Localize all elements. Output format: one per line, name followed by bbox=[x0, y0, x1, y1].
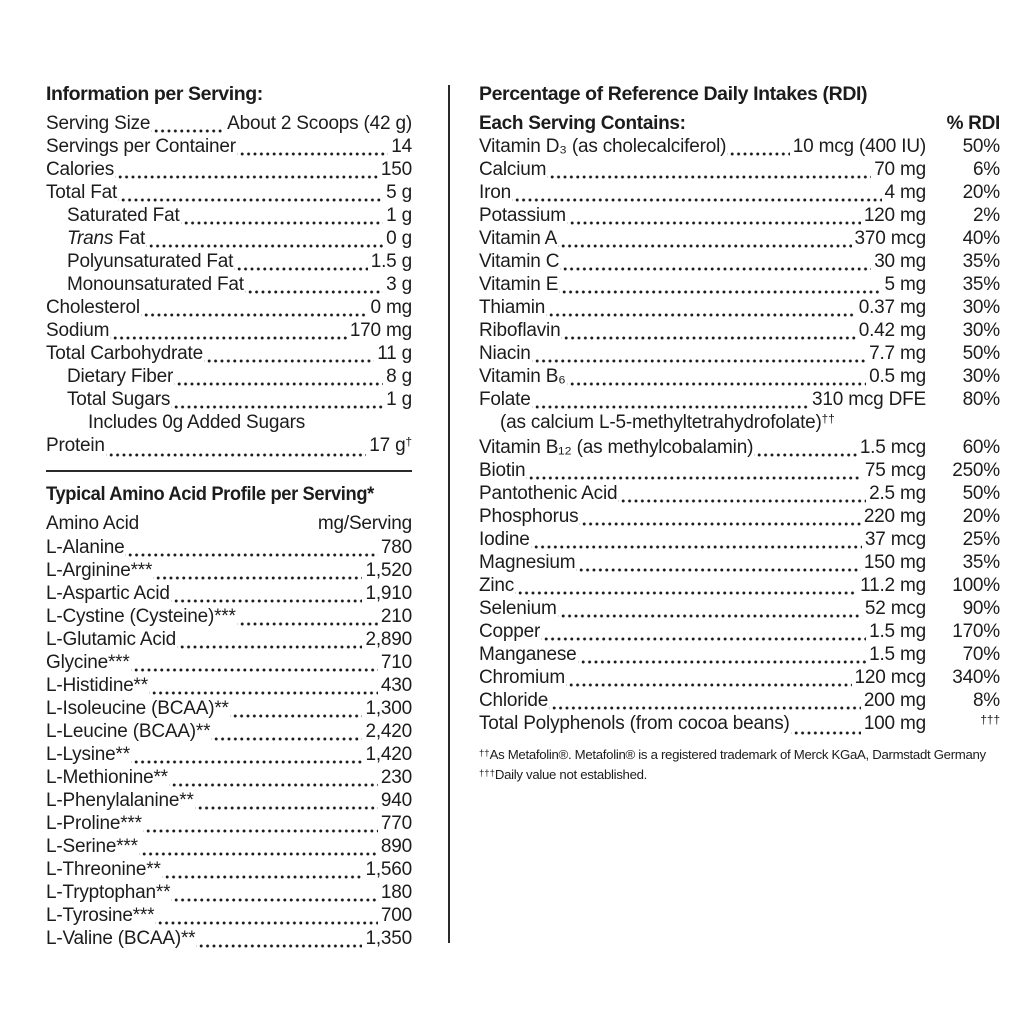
row-value: 150 bbox=[380, 159, 412, 180]
dot-leader bbox=[531, 528, 862, 551]
dot-leader bbox=[155, 904, 378, 927]
dot-leader bbox=[131, 651, 378, 674]
row-value: 70 mg bbox=[874, 159, 926, 180]
row-label: Magnesium bbox=[479, 552, 576, 573]
rdi-col-contains-header: Each Serving Contains: bbox=[479, 113, 686, 134]
footnote-marker: †† bbox=[479, 747, 490, 759]
row-label: L-Aspartic Acid bbox=[46, 583, 170, 604]
info-row bbox=[46, 365, 412, 388]
row-label: L-Threonine** bbox=[46, 859, 161, 880]
row-label: Manganese bbox=[479, 644, 577, 665]
row-label: Chloride bbox=[479, 690, 549, 711]
row-rdi-value: 50% bbox=[962, 343, 1000, 364]
row-label: Iodine bbox=[479, 529, 530, 550]
dot-leader bbox=[162, 858, 363, 881]
row-value: 230 bbox=[380, 767, 412, 788]
dot-leader bbox=[576, 551, 860, 574]
amino-col-name-header: Amino Acid bbox=[46, 513, 140, 534]
row-label: L-Arginine*** bbox=[46, 560, 153, 581]
row-label: Copper bbox=[479, 621, 541, 642]
row-rdi-value: 35% bbox=[962, 251, 1000, 272]
dot-leader bbox=[204, 342, 374, 365]
dot-leader bbox=[558, 227, 851, 250]
dot-leader bbox=[125, 536, 377, 559]
row-label: Glycine*** bbox=[46, 652, 130, 673]
nutrient-row bbox=[479, 250, 1000, 273]
dot-leader bbox=[196, 927, 362, 950]
dot-leader bbox=[560, 250, 871, 273]
row-value: 1,520 bbox=[365, 560, 412, 581]
row-label: L-Cystine (Cysteine)*** bbox=[46, 606, 236, 627]
dot-leader bbox=[532, 388, 809, 411]
dot-leader bbox=[561, 319, 855, 342]
row-value: 11 g bbox=[377, 343, 412, 364]
row-value: 7.7 mg bbox=[869, 343, 926, 364]
row-label: L-Serine*** bbox=[46, 836, 138, 857]
dot-leader bbox=[141, 296, 368, 319]
amino-row bbox=[46, 927, 412, 950]
nutrient-row bbox=[479, 505, 1000, 528]
row-rdi-value: 25% bbox=[962, 529, 1000, 550]
dot-leader bbox=[139, 835, 378, 858]
row-rdi-value: 6% bbox=[972, 159, 1000, 180]
row-value: 1,910 bbox=[365, 583, 412, 604]
info-row bbox=[46, 135, 412, 158]
row-value: 2,420 bbox=[365, 721, 412, 742]
dot-leader bbox=[579, 505, 860, 528]
row-label: Sodium bbox=[46, 320, 110, 341]
amino-row bbox=[46, 858, 412, 881]
row-rdi-value: 30% bbox=[962, 297, 1000, 318]
row-value: 210 bbox=[380, 606, 412, 627]
rdi-title: Percentage of Reference Daily Intakes (RDI) bbox=[479, 83, 868, 105]
nutrient-row bbox=[479, 574, 1000, 597]
row-label: L-Alanine bbox=[46, 537, 125, 558]
dot-leader bbox=[727, 135, 790, 158]
row-label: L-Proline*** bbox=[46, 813, 142, 834]
row-value: 52 mcg bbox=[864, 598, 926, 619]
row-value: 3 g bbox=[386, 274, 412, 295]
rdi-rows bbox=[479, 135, 1000, 737]
row-value: 14 bbox=[391, 136, 412, 157]
dot-leader bbox=[547, 158, 871, 181]
dot-leader bbox=[153, 559, 362, 582]
amino-row bbox=[46, 559, 412, 582]
dot-leader bbox=[118, 181, 383, 204]
row-rdi-value: 170% bbox=[952, 621, 1000, 642]
dot-leader bbox=[791, 712, 861, 737]
row-label: Zinc bbox=[479, 575, 515, 596]
footnote-line bbox=[479, 746, 1000, 766]
row-value: 1,300 bbox=[365, 698, 412, 719]
row-label: Total Sugars bbox=[67, 389, 171, 410]
row-label: Phosphorus bbox=[479, 506, 579, 527]
row-label: L-Phenylalanine** bbox=[46, 790, 194, 811]
row-rdi-value: 50% bbox=[962, 483, 1000, 504]
nutrient-row bbox=[479, 597, 1000, 620]
dot-leader bbox=[512, 181, 882, 204]
dot-leader bbox=[143, 812, 378, 835]
row-value: 0 g bbox=[386, 228, 412, 249]
dot-leader bbox=[558, 597, 862, 620]
dot-leader bbox=[106, 434, 366, 459]
dot-leader bbox=[211, 720, 362, 743]
row-value: 370 mcg bbox=[854, 228, 926, 249]
amino-row bbox=[46, 605, 412, 628]
row-label: Vitamin A bbox=[479, 228, 558, 249]
row-rdi-value: 35% bbox=[962, 274, 1000, 295]
dot-leader bbox=[245, 273, 383, 296]
column-divider-line bbox=[448, 85, 450, 943]
amino-row bbox=[46, 651, 412, 674]
dot-leader bbox=[526, 459, 862, 482]
info-row bbox=[46, 158, 412, 181]
dot-leader bbox=[181, 204, 384, 227]
dot-leader bbox=[171, 388, 383, 411]
dot-leader bbox=[169, 766, 378, 789]
dot-leader bbox=[131, 743, 363, 766]
row-value: 770 bbox=[380, 813, 412, 834]
row-value: 1.5 mg bbox=[869, 621, 926, 642]
nutrient-row bbox=[479, 666, 1000, 689]
dot-leader bbox=[237, 135, 388, 158]
info-row bbox=[46, 181, 412, 204]
nutrient-row bbox=[479, 365, 1000, 388]
dot-leader bbox=[578, 643, 867, 666]
dot-leader bbox=[230, 697, 363, 720]
footnote-text: As Metafolin®. Metafolin® is a registered trademark of Merck KGaA, Darmstadt Germany bbox=[489, 747, 986, 762]
row-label: Vitamin C bbox=[479, 251, 560, 272]
row-value: 120 mg bbox=[863, 205, 926, 226]
row-value: 710 bbox=[380, 652, 412, 673]
row-value: 1,350 bbox=[365, 928, 412, 949]
row-value: 700 bbox=[380, 905, 412, 926]
row-label: Pantothenic Acid bbox=[479, 483, 618, 504]
amino-row bbox=[46, 536, 412, 559]
row-rdi-value: 60% bbox=[962, 437, 1000, 458]
row-value: 170 mg bbox=[349, 320, 412, 341]
row-value: 4 mg bbox=[884, 182, 926, 203]
row-rdi-value: 50% bbox=[962, 136, 1000, 157]
row-rdi-value: 70% bbox=[962, 644, 1000, 665]
nutrient-row bbox=[479, 459, 1000, 482]
row-rdi-value: 20% bbox=[962, 182, 1000, 203]
dot-leader bbox=[754, 436, 857, 459]
row-value: 310 mcg DFE bbox=[812, 389, 926, 410]
row-value: 940 bbox=[380, 790, 412, 811]
footnote-text: Daily value not established. bbox=[494, 767, 648, 782]
row-value: 0.37 mg bbox=[858, 297, 926, 318]
row-label: Protein bbox=[46, 435, 105, 456]
row-label: Total Fat bbox=[46, 182, 118, 203]
dot-leader bbox=[171, 582, 363, 605]
row-value: 1.5 g bbox=[370, 251, 412, 272]
row-value: 75 mcg bbox=[864, 460, 926, 481]
amino-row bbox=[46, 881, 412, 904]
row-value: 1 g bbox=[386, 205, 412, 226]
nutrient-row bbox=[479, 411, 1000, 436]
row-value: 1 g bbox=[386, 389, 412, 410]
dot-leader bbox=[149, 674, 378, 697]
amino-row bbox=[46, 697, 412, 720]
nutrient-row bbox=[479, 689, 1000, 712]
amino-row bbox=[46, 789, 412, 812]
amino-column-headers bbox=[46, 512, 412, 535]
serving-info-section bbox=[46, 83, 412, 459]
row-rdi-value: 40% bbox=[962, 228, 1000, 249]
info-row bbox=[46, 112, 412, 135]
dot-leader bbox=[177, 628, 362, 651]
dot-leader bbox=[567, 204, 861, 227]
dot-leader bbox=[195, 789, 378, 812]
row-value: 37 mcg bbox=[864, 529, 926, 550]
dot-leader bbox=[618, 482, 866, 505]
dot-leader bbox=[110, 319, 347, 342]
row-value: 17 g† bbox=[369, 435, 412, 456]
row-value: 150 mg bbox=[863, 552, 926, 573]
amino-col-amount-header: mg/Serving bbox=[317, 513, 412, 534]
row-label: L-Isoleucine (BCAA)** bbox=[46, 698, 229, 719]
amino-row bbox=[46, 766, 412, 789]
nutrient-row bbox=[479, 388, 1000, 411]
row-value: 120 mcg bbox=[854, 667, 926, 688]
amino-row bbox=[46, 674, 412, 697]
row-value: 780 bbox=[380, 537, 412, 558]
info-row bbox=[46, 204, 412, 227]
rdi-column-headers bbox=[479, 112, 1000, 135]
row-label: Chromium bbox=[479, 667, 566, 688]
row-rdi-value: 35% bbox=[962, 552, 1000, 573]
right-column bbox=[479, 83, 1000, 786]
row-value: 0.42 mg bbox=[858, 320, 926, 341]
row-rdi-value: 340% bbox=[952, 667, 1000, 688]
nutrient-row bbox=[479, 712, 1000, 737]
row-value: 100 mg bbox=[863, 713, 926, 734]
nutrient-row bbox=[479, 643, 1000, 666]
dot-leader bbox=[567, 365, 866, 388]
row-rdi-value: 250% bbox=[952, 460, 1000, 481]
amino-rows bbox=[46, 536, 412, 950]
row-value: 200 mg bbox=[863, 690, 926, 711]
row-label: Dietary Fiber bbox=[67, 366, 174, 387]
row-label: Vitamin B₆ bbox=[479, 366, 566, 387]
nutrient-row bbox=[479, 482, 1000, 505]
info-row bbox=[46, 296, 412, 319]
row-label: L-Leucine (BCAA)** bbox=[46, 721, 211, 742]
row-value: 0.5 mg bbox=[869, 366, 926, 387]
row-value: 180 bbox=[380, 882, 412, 903]
row-value: 5 mg bbox=[884, 274, 926, 295]
row-label: Vitamin B₁₂ (as methylcobalamin) bbox=[479, 437, 754, 458]
row-value: 1.5 mcg bbox=[859, 437, 926, 458]
dot-leader bbox=[237, 605, 378, 628]
row-label: Biotin bbox=[479, 460, 526, 481]
info-row bbox=[46, 250, 412, 273]
dot-leader bbox=[234, 250, 367, 273]
dot-leader bbox=[546, 296, 856, 319]
amino-row bbox=[46, 835, 412, 858]
amino-row bbox=[46, 582, 412, 605]
serving-info-rows bbox=[46, 112, 412, 459]
nutrient-row bbox=[479, 342, 1000, 365]
row-label: Folate bbox=[479, 389, 531, 410]
row-label: L-Histidine** bbox=[46, 675, 148, 696]
amino-row bbox=[46, 812, 412, 835]
row-label: Niacin bbox=[479, 343, 531, 364]
row-label: Serving Size bbox=[46, 113, 151, 134]
amino-row bbox=[46, 904, 412, 927]
footnote-marker: ††† bbox=[479, 767, 495, 779]
row-value: 1.5 mg bbox=[869, 644, 926, 665]
row-label: Thiamin bbox=[479, 297, 546, 318]
row-label: Trans Fat bbox=[67, 228, 146, 249]
section-divider-line bbox=[46, 470, 412, 472]
nutrient-row bbox=[479, 273, 1000, 296]
row-label: Total Polyphenols (from cocoa beans) bbox=[479, 713, 790, 734]
row-label: L-Lysine** bbox=[46, 744, 130, 765]
row-value: 1,420 bbox=[365, 744, 412, 765]
row-rdi-value: 2% bbox=[972, 205, 1000, 226]
row-value: 430 bbox=[380, 675, 412, 696]
serving-info-title: Information per Serving: bbox=[46, 83, 263, 105]
dot-leader bbox=[115, 158, 378, 181]
dot-leader bbox=[566, 666, 851, 689]
row-rdi-value: 30% bbox=[962, 320, 1000, 341]
amino-row bbox=[46, 628, 412, 651]
nutrient-row bbox=[479, 181, 1000, 204]
row-value: 5 g bbox=[386, 182, 412, 203]
amino-profile-section bbox=[46, 483, 412, 950]
info-row bbox=[46, 227, 412, 250]
row-label: Riboflavin bbox=[479, 320, 561, 341]
dot-leader bbox=[515, 574, 857, 597]
row-rdi-value: 90% bbox=[962, 598, 1000, 619]
row-value: 0 mg bbox=[370, 297, 412, 318]
rdi-col-percent-header: % RDI bbox=[946, 113, 1000, 134]
row-value: 11.2 mg bbox=[860, 575, 926, 596]
row-label: Servings per Container bbox=[46, 136, 236, 157]
nutrient-row bbox=[479, 296, 1000, 319]
row-value: 30 mg bbox=[874, 251, 926, 272]
row-rdi-value: 80% bbox=[962, 389, 1000, 410]
footnotes bbox=[479, 746, 1000, 786]
row-value: 2,890 bbox=[365, 629, 412, 650]
nutrient-row bbox=[479, 528, 1000, 551]
row-label: Total Carbohydrate bbox=[46, 343, 203, 364]
dagger-icon: † bbox=[405, 435, 412, 449]
nutrient-row bbox=[479, 227, 1000, 250]
row-label: L-Valine (BCAA)** bbox=[46, 928, 196, 949]
info-row bbox=[46, 411, 412, 434]
row-label: L-Glutamic Acid bbox=[46, 629, 177, 650]
row-value: 10 mcg (400 IU) bbox=[792, 136, 926, 157]
row-label: Selenium bbox=[479, 598, 557, 619]
dot-leader bbox=[174, 365, 383, 388]
row-value: 8 g bbox=[386, 366, 412, 387]
row-value: 2.5 mg bbox=[869, 483, 926, 504]
info-row bbox=[46, 434, 412, 459]
row-label: Potassium bbox=[479, 205, 566, 226]
row-label: Calories bbox=[46, 159, 115, 180]
info-row bbox=[46, 388, 412, 411]
row-label: L-Methionine** bbox=[46, 767, 168, 788]
row-value: 220 mg bbox=[863, 506, 926, 527]
row-label: Cholesterol bbox=[46, 297, 140, 318]
amino-row bbox=[46, 743, 412, 766]
dot-leader bbox=[532, 342, 867, 365]
dot-leader bbox=[151, 112, 224, 135]
row-value: 1,560 bbox=[365, 859, 412, 880]
row-rdi-value: 8% bbox=[972, 690, 1000, 711]
nutrient-row bbox=[479, 204, 1000, 227]
nutrient-row bbox=[479, 158, 1000, 181]
dagger-icon: ††† bbox=[980, 713, 1000, 727]
dot-leader bbox=[541, 620, 866, 643]
info-row bbox=[46, 342, 412, 365]
row-label: Vitamin E bbox=[479, 274, 559, 295]
row-value: About 2 Scoops (42 g) bbox=[227, 113, 412, 134]
nutrient-row bbox=[479, 551, 1000, 574]
row-value: 890 bbox=[380, 836, 412, 857]
dot-leader bbox=[171, 881, 378, 904]
row-rdi-value bbox=[926, 712, 1000, 737]
info-row bbox=[46, 319, 412, 342]
row-label: Iron bbox=[479, 182, 511, 203]
rdi-section bbox=[479, 83, 1000, 786]
dot-leader bbox=[549, 689, 861, 712]
left-column bbox=[46, 83, 412, 950]
row-label: Includes 0g Added Sugars bbox=[88, 412, 306, 433]
row-label: Saturated Fat bbox=[67, 205, 180, 226]
footnote-marker: †† bbox=[821, 412, 835, 426]
amino-profile-title: Typical Amino Acid Profile per Serving* bbox=[46, 483, 374, 505]
row-label: Calcium bbox=[479, 159, 547, 180]
nutrient-row bbox=[479, 620, 1000, 643]
row-rdi-value: 100% bbox=[952, 575, 1000, 596]
nutrient-row bbox=[479, 319, 1000, 342]
row-label: Monounsaturated Fat bbox=[67, 274, 244, 295]
row-rdi-value: 20% bbox=[962, 506, 1000, 527]
nutrient-row bbox=[479, 135, 1000, 158]
dot-leader bbox=[146, 227, 383, 250]
info-row bbox=[46, 273, 412, 296]
nutrient-row bbox=[479, 436, 1000, 459]
row-label: L-Tryptophan** bbox=[46, 882, 171, 903]
row-label: Polyunsaturated Fat bbox=[67, 251, 234, 272]
row-rdi-value: 30% bbox=[962, 366, 1000, 387]
row-label: L-Tyrosine*** bbox=[46, 905, 155, 926]
amino-row bbox=[46, 720, 412, 743]
row-label: (as calcium L-5-methyltetrahydrofolate)†† bbox=[500, 412, 835, 433]
row-label: Vitamin D₃ (as cholecalciferol) bbox=[479, 136, 727, 157]
dot-leader bbox=[559, 273, 881, 296]
footnote-line bbox=[479, 766, 1000, 786]
